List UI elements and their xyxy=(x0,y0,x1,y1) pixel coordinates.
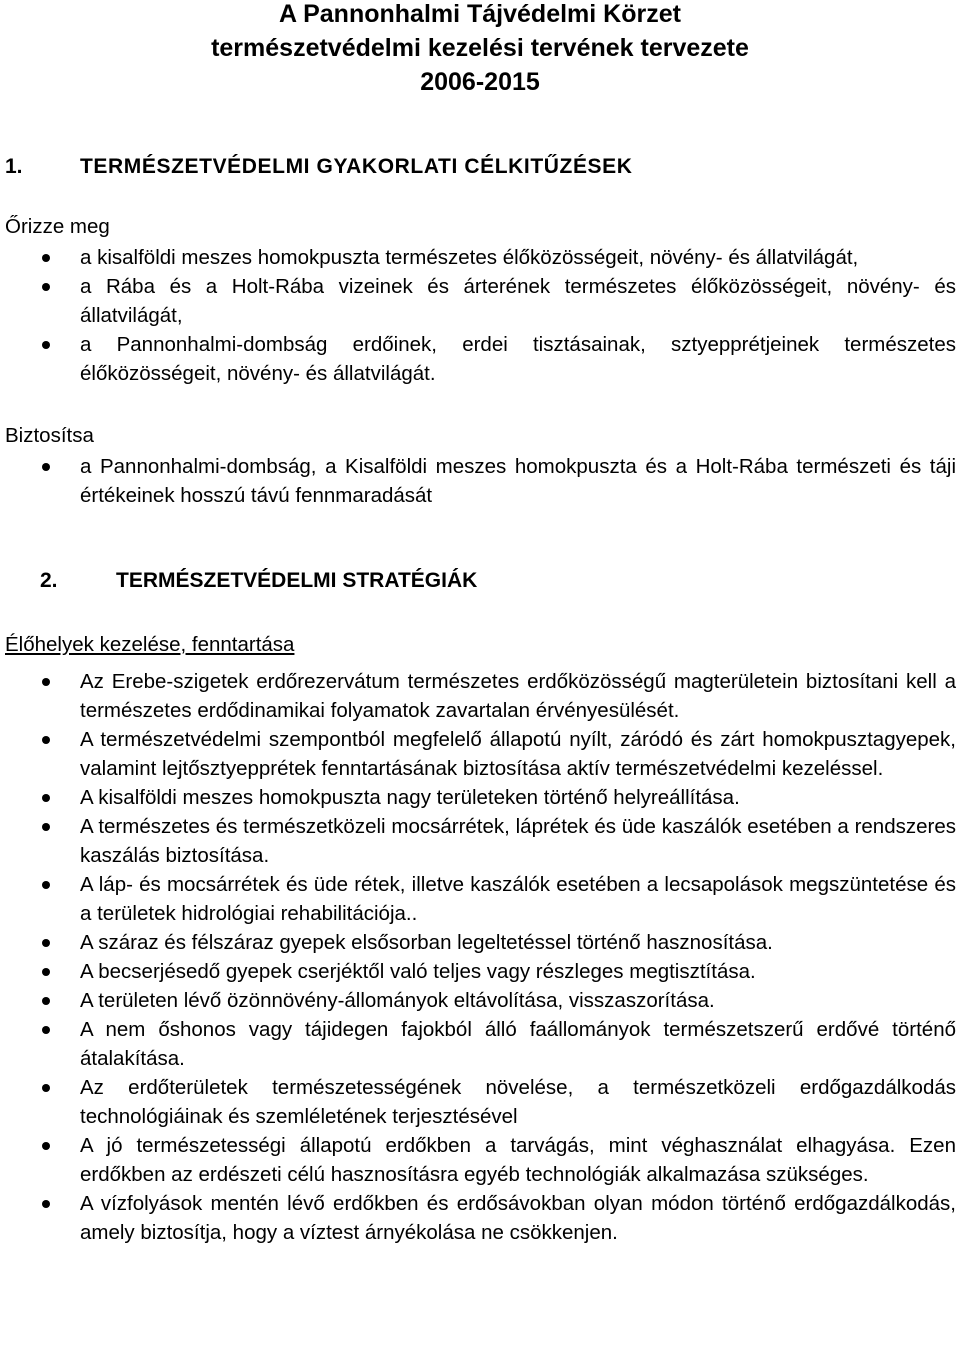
list-item: a Rába és a Holt-Rába vizeinek és árterének természetes élőközösségeit, növény- és állatvilágát, xyxy=(0,272,960,330)
list-item: a Pannonhalmi-dombság erdőinek, erdei tisztásainak, sztyepprétjeinek természetes élőközösségeit, növény- és állatvilágát. xyxy=(0,330,960,388)
title-line-1: A Pannonhalmi Tájvédelmi Körzet xyxy=(279,0,681,28)
habitat-subheading: Élőhelyek kezelése, fenntartása xyxy=(5,633,295,656)
list-item: A jó természetességi állapotú erdőkben a tarvágás, mint véghasználat elhagyása. Ezen erdőkben az erdészeti célú hasznosításra egyéb technológiák alkalmazása szükséges. xyxy=(0,1131,960,1189)
section-1-number: 1. xyxy=(5,155,23,178)
bullet-icon xyxy=(42,1084,50,1092)
bullet-icon xyxy=(42,283,50,291)
bullet-icon xyxy=(42,939,50,947)
preserve-list xyxy=(0,243,960,388)
list-item: A kisalföldi meszes homokpuszta nagy területeken történő helyreállítása. xyxy=(0,783,960,812)
list-item: A területen lévő özönnövény-állományok eltávolítása, visszaszorítása. xyxy=(0,986,960,1015)
bullet-icon xyxy=(42,463,50,471)
bullet-icon xyxy=(42,1142,50,1150)
list-item: Az erdőterületek természetességének növelése, a természetközeli erdőgazdálkodás technológiáinak és szemléletének terjesztésével xyxy=(0,1073,960,1131)
list-item: A láp- és mocsárrétek és üde rétek, illetve kaszálók esetében a lecsapolások megszüntetése és a területek hidrológiai rehabilitációja.. xyxy=(0,870,960,928)
bullet-icon xyxy=(42,341,50,349)
list-item: A természetvédelmi szempontból megfelelő állapotú nyílt, záródó és zárt homokpusztagyepek, valamint lejtősztyepprétek fenntartásának biztosítása aktív természetvédelmi kezeléssel. xyxy=(0,725,960,783)
document-title xyxy=(0,0,960,99)
bullet-icon xyxy=(42,678,50,686)
list-item: A vízfolyások mentén lévő erdőkben és erdősávokban olyan módon történő erdőgazdálkodás, amely biztosítja, hogy a víztest árnyékolása ne csökkenjen. xyxy=(0,1189,960,1247)
section-2-number: 2. xyxy=(40,569,58,592)
strategy-list xyxy=(0,667,960,1247)
list-item: A száraz és félszáraz gyepek elsősorban legeltetéssel történő hasznosítása. xyxy=(0,928,960,957)
bullet-icon xyxy=(42,881,50,889)
bullet-icon xyxy=(42,968,50,976)
title-line-3: 2006-2015 xyxy=(420,68,540,96)
preserve-label: Őrizze meg xyxy=(5,215,110,238)
list-item: A természetes és természetközeli mocsárrétek, láprétek és üde kaszálók esetében a rendszeres kaszálás biztosítása. xyxy=(0,812,960,870)
ensure-list xyxy=(0,452,960,510)
section-1-title: TERMÉSZETVÉDELMI GYAKORLATI CÉLKITŰZÉSEK xyxy=(80,155,633,178)
list-item: A becserjésedő gyepek cserjéktől való teljes vagy részleges megtisztítása. xyxy=(0,957,960,986)
ensure-label: Biztosítsa xyxy=(5,424,94,447)
bullet-icon xyxy=(42,1200,50,1208)
title-line-2: természetvédelmi kezelési tervének tervezete xyxy=(211,34,749,62)
bullet-icon xyxy=(42,823,50,831)
bullet-icon xyxy=(42,254,50,262)
section-2-title: TERMÉSZETVÉDELMI STRATÉGIÁK xyxy=(116,569,478,592)
list-item: a Pannonhalmi-dombság, a Kisalföldi meszes homokpuszta és a Holt-Rába természeti és táji értékeinek hosszú távú fennmaradását xyxy=(0,452,960,510)
list-item: A nem őshonos vagy tájidegen fajokból álló faállományok természetszerű erdővé történő átalakítása. xyxy=(0,1015,960,1073)
bullet-icon xyxy=(42,794,50,802)
bullet-icon xyxy=(42,1026,50,1034)
bullet-icon xyxy=(42,736,50,744)
list-item: Az Erebe-szigetek erdőrezervátum természetes erdőközösségű magterületein biztosítani kell a természetes erdődinamikai folyamatok zavartalan érvényesülését. xyxy=(0,667,960,725)
section-2-heading xyxy=(40,567,477,595)
bullet-icon xyxy=(42,997,50,1005)
section-1-heading xyxy=(5,153,633,181)
list-item: a kisalföldi meszes homokpuszta természetes élőközösségeit, növény- és állatvilágát, xyxy=(0,243,960,272)
